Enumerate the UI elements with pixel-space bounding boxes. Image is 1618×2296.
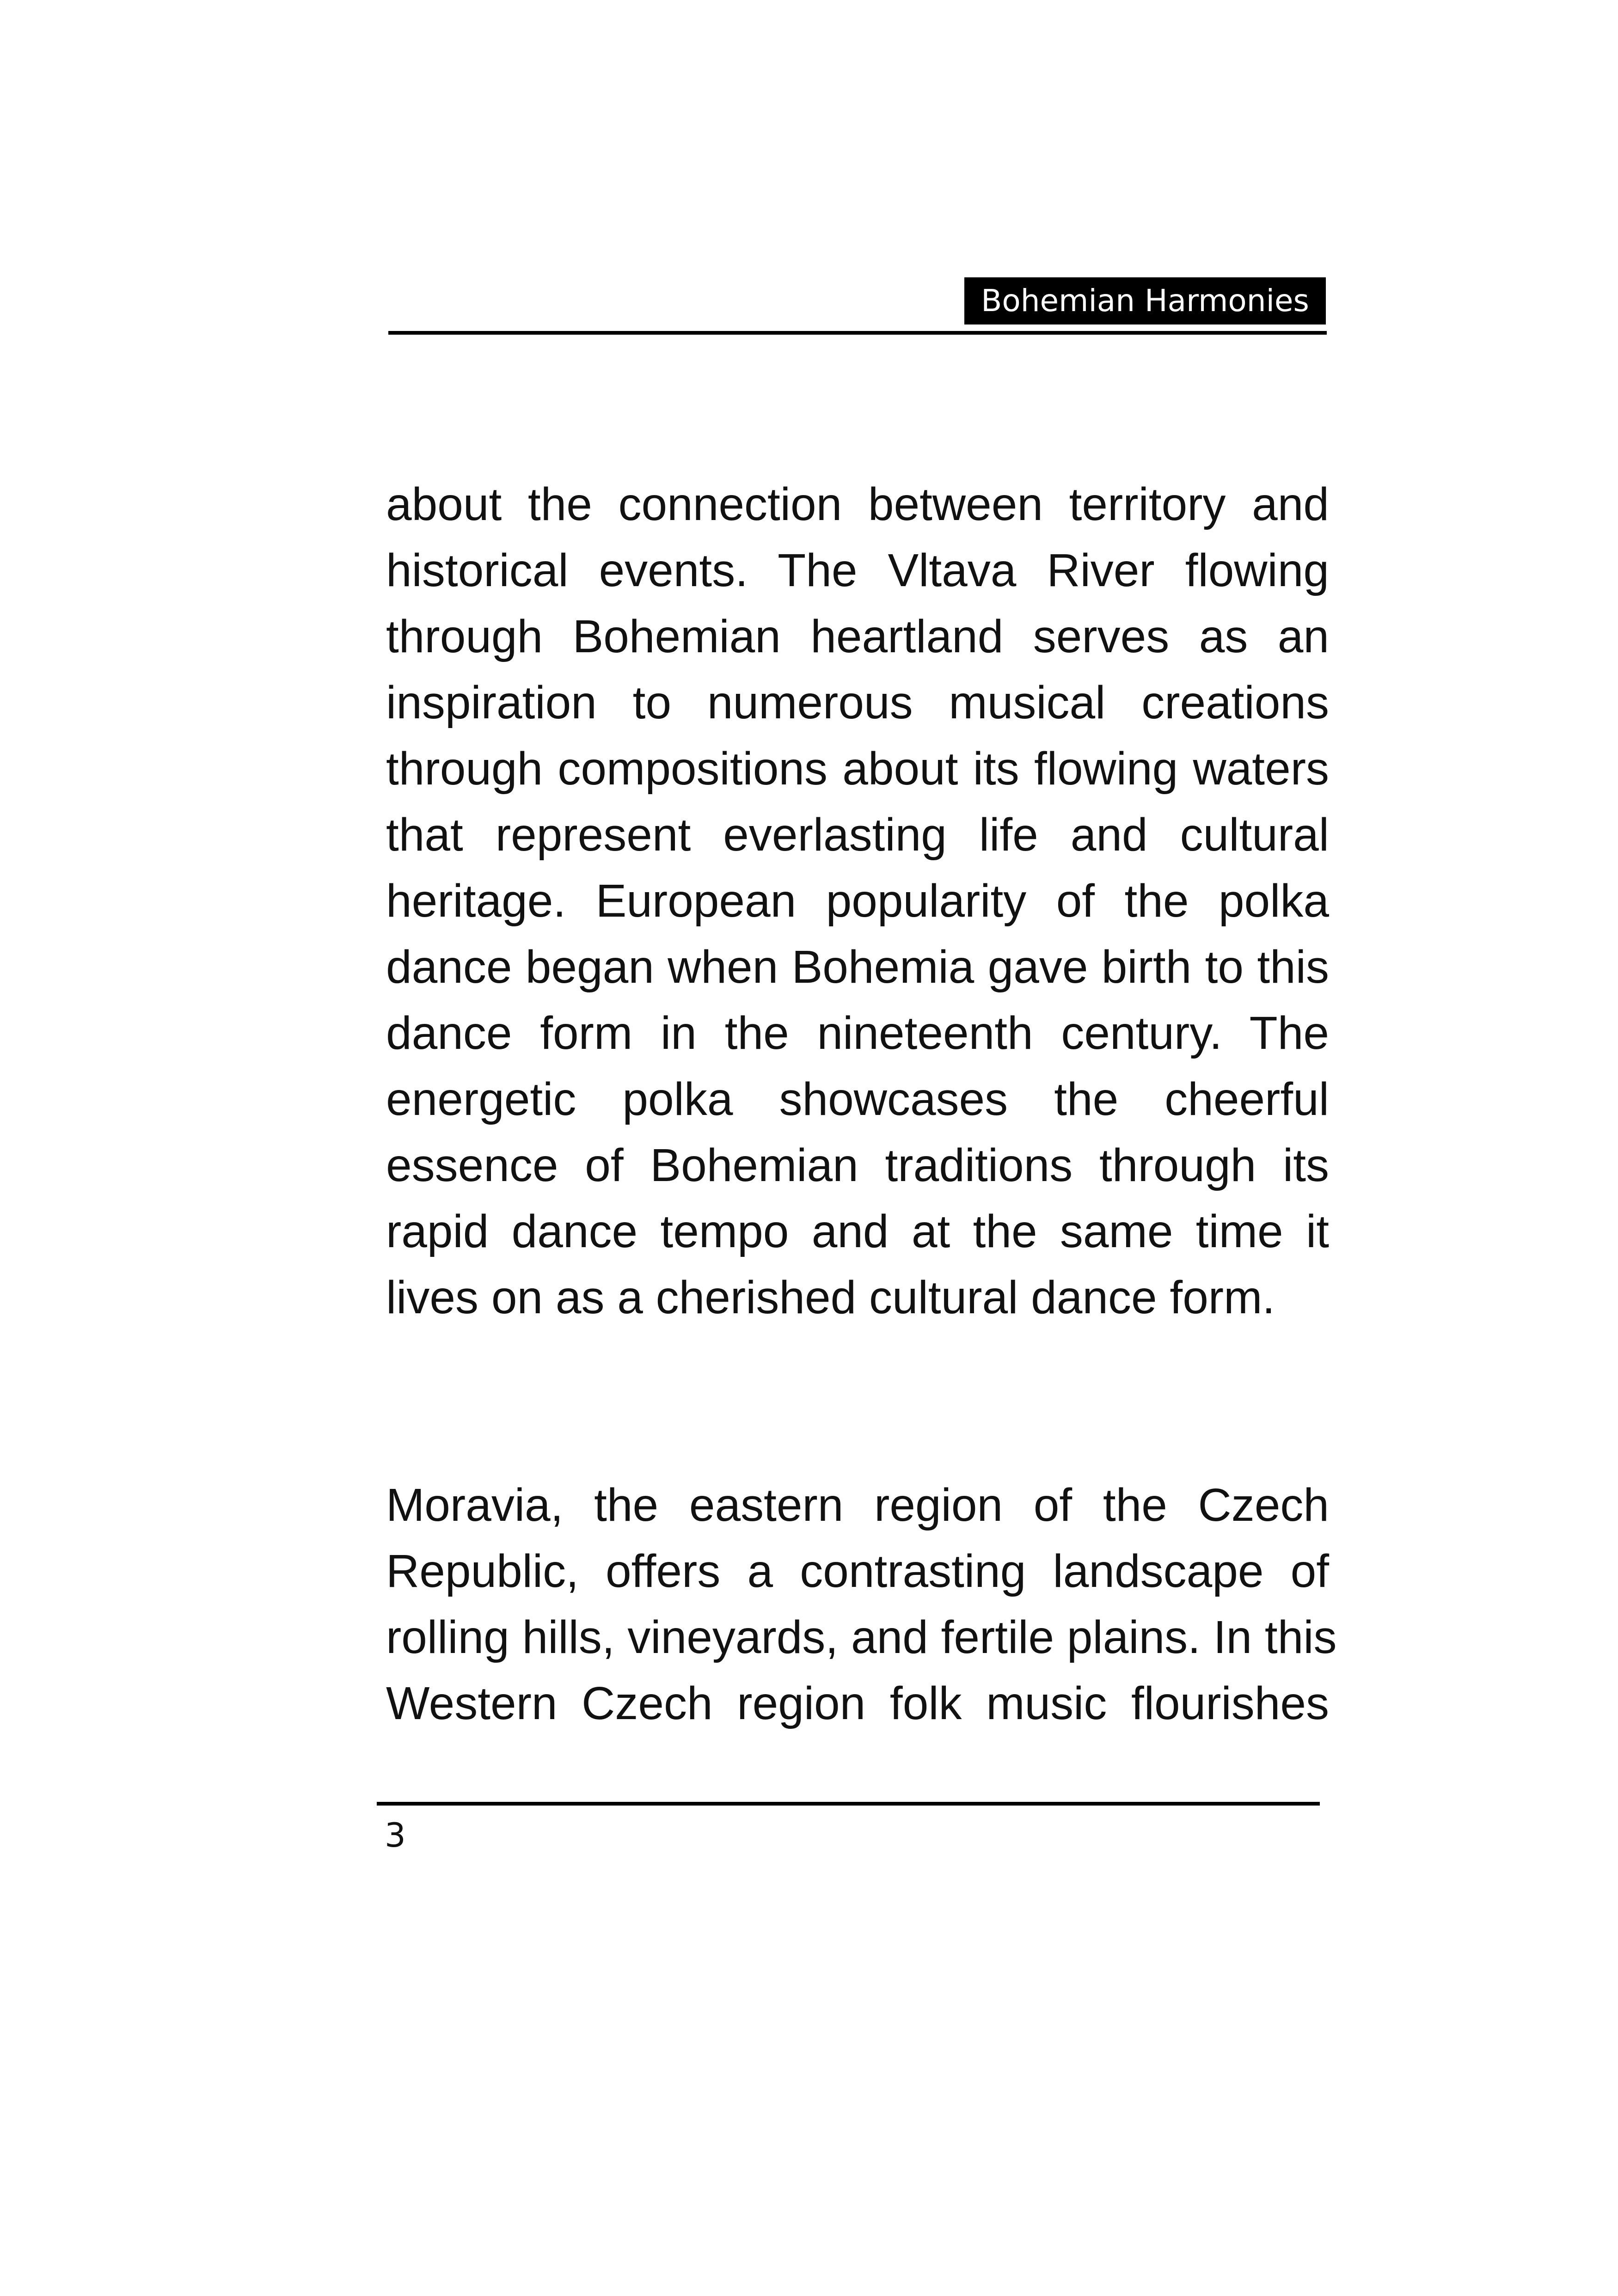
header-rule — [388, 331, 1327, 335]
text-line: through compositions about its flowing waters — [386, 743, 1329, 795]
footer-rule — [377, 1802, 1320, 1806]
text-line: dance began when Bohemia gave birth to this — [386, 941, 1329, 993]
text-line: heritage. European popularity of the polka — [386, 875, 1329, 927]
text-line: dance form in the nineteenth century. The — [386, 1007, 1329, 1059]
text-line: rolling hills, vineyards, and fertile plains. In this — [386, 1611, 1337, 1663]
text-line: through Bohemian heartland serves as an — [386, 611, 1329, 662]
text-line: historical events. The Vltava River flowing — [386, 545, 1329, 596]
text-line: that represent everlasting life and cultural — [386, 809, 1329, 861]
running-header-title: Bohemian Harmonies — [964, 277, 1326, 325]
text-line: energetic polka showcases the cheerful — [386, 1073, 1329, 1125]
text-line: essence of Bohemian traditions through its — [386, 1139, 1329, 1191]
text-line: Western Czech region folk music flourishes — [386, 1678, 1329, 1729]
text-line: rapid dance tempo and at the same time it — [386, 1206, 1329, 1257]
body-paragraph-1 — [386, 471, 1329, 1331]
text-line: lives on as a cherished cultural dance form. — [386, 1272, 1275, 1323]
text-line: Republic, offers a contrasting landscape of — [386, 1545, 1329, 1597]
text-line: Moravia, the eastern region of the Czech — [386, 1479, 1329, 1531]
text-line: about the connection between territory and — [386, 478, 1329, 530]
text-line: inspiration to numerous musical creations — [386, 677, 1329, 729]
body-paragraph-2 — [386, 1472, 1337, 1737]
page-number: 3 — [385, 1816, 406, 1855]
